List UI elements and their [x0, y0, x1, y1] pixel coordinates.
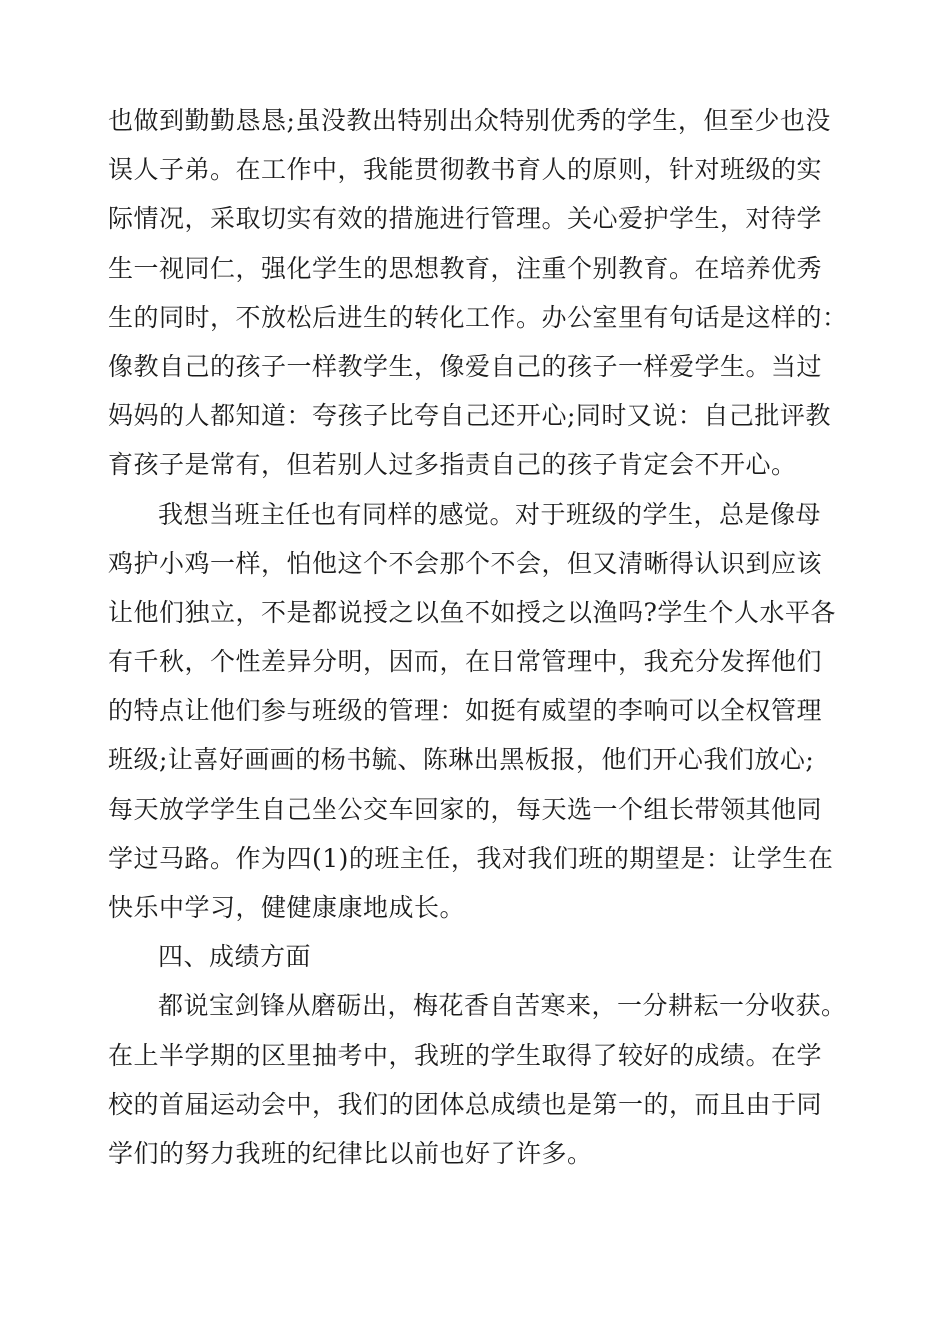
- text-line: 每天放学学生自己坐公交车回家的，每天选一个组长带领其他同: [108, 794, 823, 824]
- text-line: 在上半学期的区里抽考中，我班的学生取得了较好的成绩。在学: [108, 1040, 823, 1070]
- body-text: [108, 96, 848, 1178]
- text-line: 生的同时，不放松后进生的转化工作。办公室里有句话是这样的：: [108, 302, 848, 332]
- text-line: 际情况，采取切实有效的措施进行管理。关心爱护学生，对待学: [108, 204, 823, 234]
- text-line: 生一视同仁，强化学生的思想教育，注重个别教育。在培养优秀: [108, 253, 823, 283]
- text-line: 校的首届运动会中，我们的团体总成绩也是第一的，而且由于同: [108, 1089, 823, 1119]
- text-line: 也做到勤勤恳恳;虽没教出特别出众特别优秀的学生，但至少也没: [108, 106, 831, 135]
- text-line: 都说宝剑锋从磨砺出，梅花香自苦寒来，一分耕耘一分收获。: [158, 991, 847, 1021]
- text-line: 学们的努力我班的纪律比以前也好了许多。: [108, 1138, 593, 1168]
- text-line: 妈妈的人都知道：夸孩子比夸自己还开心;同时又说：自己批评教: [108, 401, 831, 431]
- text-line: 有千秋，个性差异分明，因而，在日常管理中，我充分发挥他们: [108, 647, 823, 677]
- text-line: 误人子弟。在工作中，我能贯彻教书育人的原则，针对班级的实: [108, 155, 823, 185]
- section-heading: 四、成绩方面: [158, 942, 312, 972]
- text-line: 我想当班主任也有同样的感觉。对于班级的学生，总是像母: [158, 499, 822, 529]
- text-line: 学过马路。作为四(1)的班主任，我对我们班的期望是：让学生在: [108, 843, 834, 873]
- text-line: 让他们独立，不是都说授之以鱼不如授之以渔吗?学生个人水平各: [108, 597, 836, 627]
- text-line: 班级;让喜好画画的杨书毓、陈琳出黑板报，他们开心我们放心;: [108, 745, 815, 775]
- text-line: 育孩子是常有，但若别人过多指责自己的孩子肯定会不开心。: [108, 450, 797, 480]
- text-line: 快乐中学习，健健康康地成长。: [108, 893, 466, 922]
- text-line: 像教自己的孩子一样教学生，像爱自己的孩子一样爱学生。当过: [108, 351, 823, 381]
- text-line: 鸡护小鸡一样，怕他这个不会那个不会，但又清晰得认识到应该: [108, 548, 823, 578]
- text-line: 的特点让他们参与班级的管理：如挺有威望的李响可以全权管理: [108, 696, 823, 726]
